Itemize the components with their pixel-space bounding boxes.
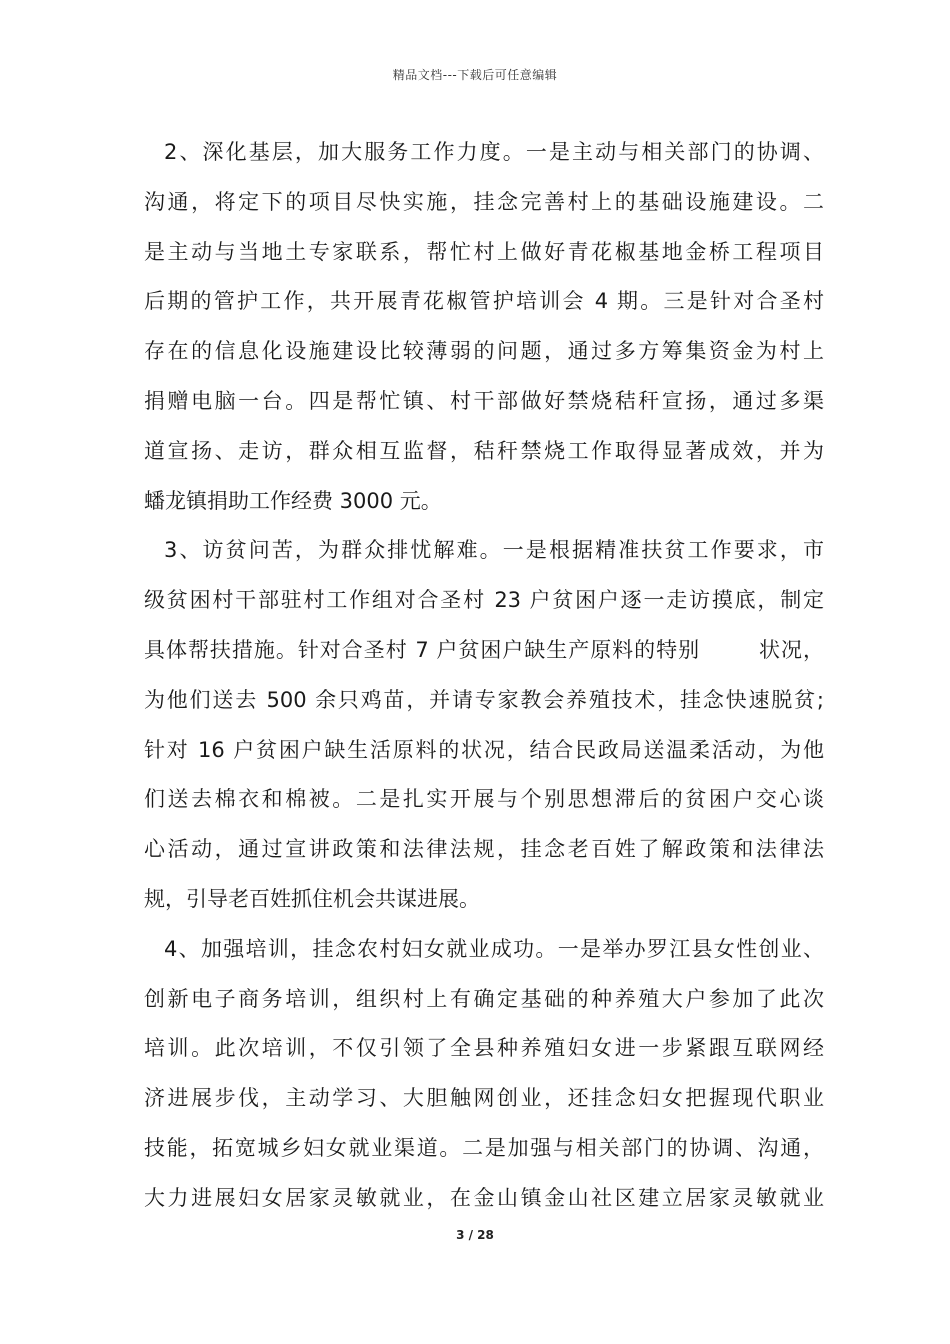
page-header: 精品文档---下载后可任意编辑 — [392, 68, 558, 82]
paragraph-3-line-3-part-2: 状况， — [758, 637, 825, 662]
paragraph-3-line-1: 3、访贫问苦，为群众排忧解难。一是根据精准扶贫工作要求，市 — [164, 538, 824, 563]
paragraph-3-line-3 — [144, 626, 824, 676]
paragraph-3-line-4: 为他们送去 500 余只鸡苗，并请专家教会养殖技术，挂念快速脱贫; — [144, 687, 824, 712]
paragraph-4-line-3: 培训。此次培训，不仅引领了全县种养殖妇女进一步紧跟互联网经 — [144, 1036, 824, 1061]
paragraph-3-line-3-part-1: 具体帮扶措施。针对合圣村 7 户贫困户缺生产原料的特别 — [144, 637, 701, 662]
paragraph-3-line-7: 心活动，通过宣讲政策和法律法规，挂念老百姓了解政策和法律法 — [144, 837, 824, 862]
paragraph-2-line-2: 沟通，将定下的项目尽快实施，挂念完善村上的基础设施建设。二 — [144, 189, 824, 214]
document-body — [144, 128, 824, 1224]
page-number: 3 / 28 — [456, 1228, 494, 1242]
paragraph-4-line-2: 创新电子商务培训，组织村上有确定基础的种养殖大户参加了此次 — [144, 986, 824, 1011]
paragraph-2-line-8: 蟠龙镇捐助工作经费 3000 元。 — [144, 488, 442, 513]
paragraph-4-line-6: 大力进展妇女居家灵敏就业，在金山镇金山社区建立居家灵敏就业 — [144, 1185, 824, 1210]
paragraph-3-line-5: 针对 16 户贫困户缺生活原料的状况，结合民政局送温柔活动，为他 — [144, 737, 824, 762]
paragraph-4-line-4: 济进展步伐，主动学习、大胆触网创业，还挂念妇女把握现代职业 — [144, 1086, 824, 1111]
paragraph-2-line-7: 道宣扬、走访，群众相互监督，秸秆禁烧工作取得显著成效，并为 — [144, 438, 824, 463]
paragraph-2-line-5: 存在的信息化设施建设比较薄弱的问题，通过多方筹集资金为村上 — [144, 339, 824, 364]
paragraph-3-line-2: 级贫困村干部驻村工作组对合圣村 23 户贫困户逐一走访摸底，制定 — [144, 588, 824, 613]
paragraph-2-line-1: 2、深化基层，加大服务工作力度。一是主动与相关部门的协调、 — [164, 140, 824, 164]
paragraph-2-line-4: 后期的管护工作，共开展青花椒管护培训会 4 期。三是针对合圣村 — [144, 289, 824, 314]
paragraph-2-line-3: 是主动与当地土专家联系，帮忙村上做好青花椒基地金桥工程项目 — [144, 239, 824, 264]
paragraph-3-line-6: 们送去棉衣和棉被。二是扎实开展与个别思想滞后的贫困户交心谈 — [144, 787, 824, 812]
paragraph-2-line-6: 捐赠电脑一台。四是帮忙镇、村干部做好禁烧秸秆宣扬，通过多渠 — [144, 388, 824, 413]
paragraph-4-line-1: 4、加强培训，挂念农村妇女就业成功。一是举办罗江县女性创业、 — [164, 936, 824, 961]
paragraph-3-line-8: 规，引导老百姓抓住机会共谋进展。 — [144, 886, 480, 911]
paragraph-4-line-5: 技能，拓宽城乡妇女就业渠道。二是加强与相关部门的协调、沟通， — [144, 1135, 824, 1160]
